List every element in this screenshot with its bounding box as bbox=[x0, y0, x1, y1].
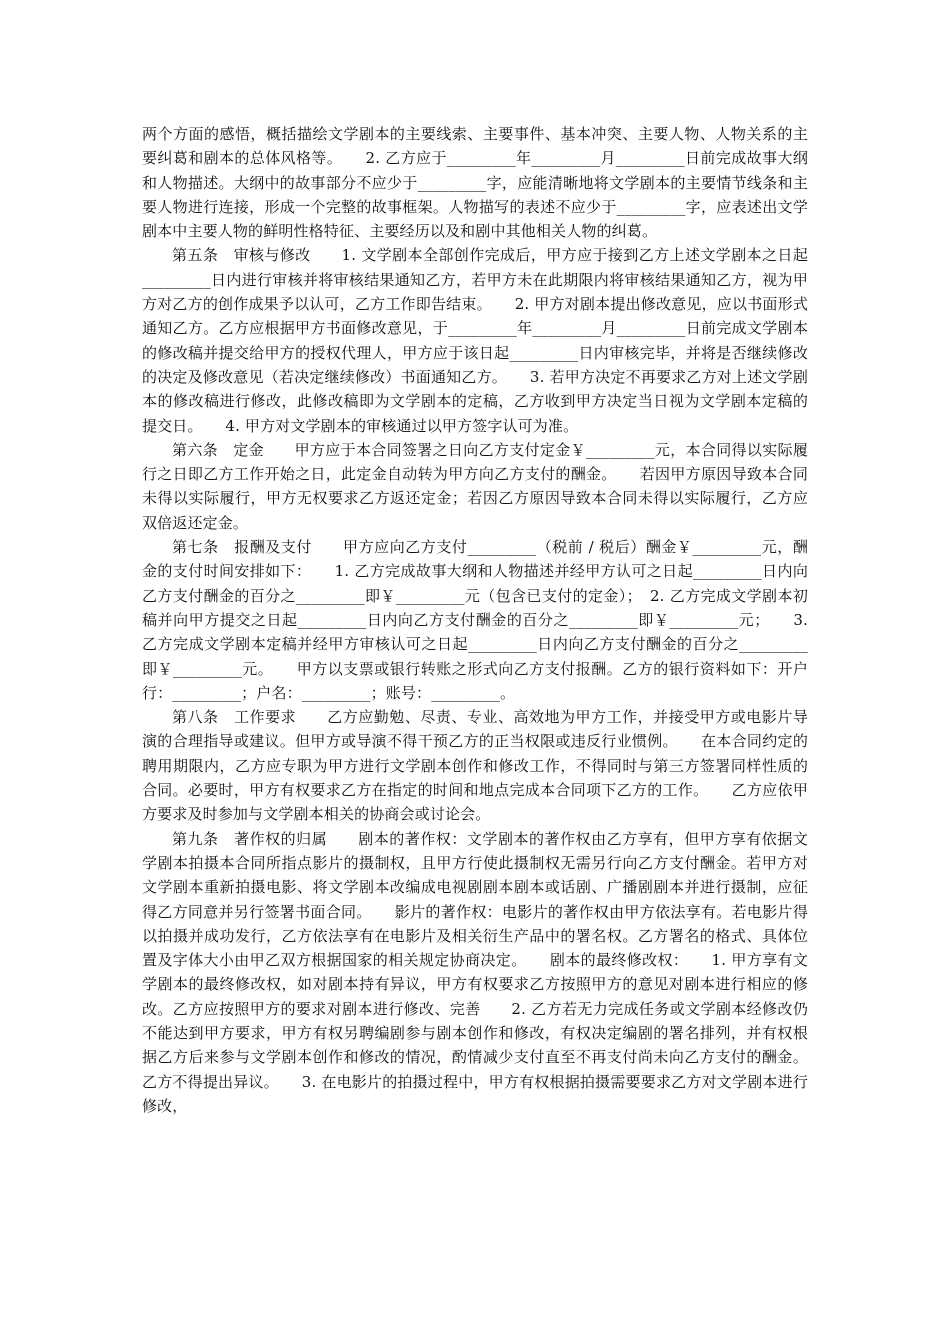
paragraph-continuation: 两个方面的感悟，概括描绘文学剧本的主要线索、主要事件、基本冲突、主要人物、人物关系的主要纠葛和剧本的总体风格等。 2. 乙方应于_________年_________月_________日前完成故事大纲和人物描述。大纲中的故事部分不应少于_________字，应能清晰地将文学剧本的主要情节线条和主要人物进行连接，形成一个完整的故事框架。人物描写的表述不应少于_________字，应表述出文学剧本中主要人物的鲜明性格特征、主要经历以及和剧中其他相关人物的纠葛。 bbox=[142, 125, 808, 241]
document-body bbox=[142, 122, 808, 1118]
paragraph-article-8-work-requirements: 第八条 工作要求 乙方应勤勉、尽责、专业、高效地为甲方工作，并接受甲方或电影片导演的合理指导或建议。但甲方或导演不得干预乙方的正当权限或违反行业惯例。 在本合同约定的聘用期限内，乙方应专职为甲方进行文学剧本创作和修改工作，不得同时与第三方签署同样性质的合同。必要时，甲方有权要求乙方在指定的时间和地点完成本合同项下乙方的工作。 乙方应依甲方要求及时参加与文学剧本相关的协商会或讨论会。 bbox=[142, 708, 808, 824]
paragraph-article-5-review: 第五条 审核与修改 1. 文学剧本全部创作完成后，甲方应于接到乙方上述文学剧本之日起_________日内进行审核并将审核结果通知乙方，若甲方未在此期限内将审核结果通知乙方，视为甲方对乙方的创作成果予以认可，乙方工作即告结束。 2. 甲方对剧本提出修改意见，应以书面形式通知乙方。乙方应根据甲方书面修改意见，于_________年_________月_________日前完成文学剧本的修改稿并提交给甲方的授权代理人，甲方应于该日起_________日内审核完毕，并将是否继续修改的决定及修改意见（若决定继续修改）书面通知乙方。 3. 若甲方决定不再要求乙方对上述文学剧本的修改稿进行修改，此修改稿即为文学剧本的定稿，乙方收到甲方决定当日视为文学剧本定稿的提交日。 4. 甲方对文学剧本的审核通过以甲方签字认可为准。 bbox=[142, 246, 808, 435]
paragraph-article-7-payment: 第七条 报酬及支付 甲方应向乙方支付_________（税前 / 税后）酬金￥_________元，酬金的支付时间安排如下： 1. 乙方完成故事大纲和人物描述并经甲方认可之日起_________日内向乙方支付酬金的百分之_________即￥_________元（包含已支付的定金）； 2. 乙方完成文学剧本初稿并向甲方提交之日起_________日内向乙方支付酬金的百分之_________即￥_________元； 3. 乙方完成文学剧本定稿并经甲方审核认可之日起_________日内向乙方支付酬金的百分之_________即￥_________元。 甲方以支票或银行转账之形式向乙方支付报酬。乙方的银行资料如下：开户行：_________；户名：_________；账号：_________。 bbox=[142, 538, 808, 702]
paragraph-article-9-copyright: 第九条 著作权的归属 剧本的著作权：文学剧本的著作权由乙方享有，但甲方享有依据文学剧本拍摄本合同所指点影片的摄制权，且甲方行使此摄制权无需另行向乙方支付酬金。若甲方对文学剧本重新拍摄电影、将文学剧本改编成电视剧剧本剧本或话剧、广播剧剧本并进行摄制，应征得乙方同意并另行签署书面合同。 影片的著作权：电影片的著作权由甲方依法享有。若电影片得以拍摄并成功发行，乙方依法享有在电影片及相关衍生产品中的署名权。乙方署名的格式、具体位置及字体大小由甲乙双方根据国家的相关规定协商决定。 剧本的最终修改权： 1. 甲方享有文学剧本的最终修改权，如对剧本持有异议，甲方有权要求乙方按照甲方的意见对剧本进行相应的修改。乙方应按照甲方的要求对剧本进行修改、完善 2. 乙方若无力完成任务或文学剧本经修改仍不能达到甲方要求，甲方有权另聘编剧参与剧本创作和修改，有权决定编剧的署名排列，并有权根据乙方后来参与文学剧本创作和修改的情况，酌情减少支付直至不再支付尚未向乙方支付的酬金。乙方不得提出异议。 3. 在电影片的拍摄过程中，甲方有权根据拍摄需要要求乙方对文学剧本进行修改， bbox=[142, 829, 808, 1115]
paragraph-article-6-deposit: 第六条 定金 甲方应于本合同签署之日向乙方支付定金￥_________元，本合同得以实际履行之日即乙方工作开始之日，此定金自动转为甲方向乙方支付的酬金。 若因甲方原因导致本合同未得以实际履行，甲方无权要求乙方返还定金；若因乙方原因导致本合同未得以实际履行，乙方应双倍返还定金。 bbox=[142, 440, 808, 532]
